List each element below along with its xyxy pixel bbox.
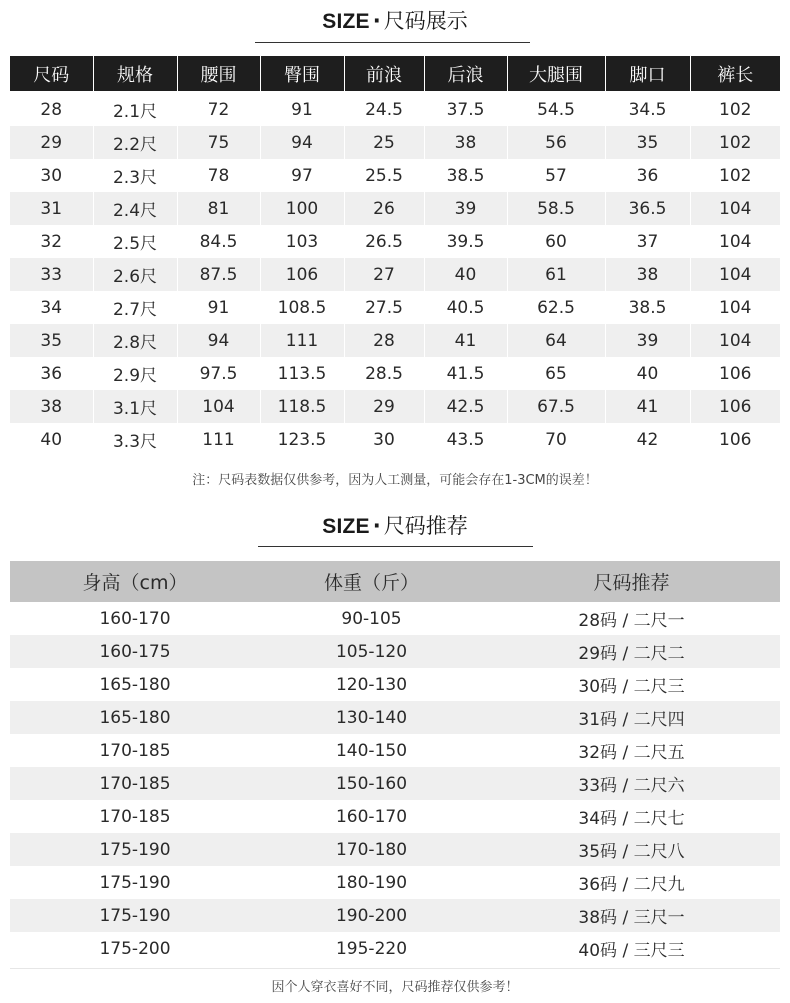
size-chart-header-cell: 大腿围 — [507, 56, 605, 91]
size-chart-cell: 94 — [177, 324, 260, 357]
recommend-divider — [10, 968, 780, 969]
recommend-cell: 180-190 — [260, 866, 483, 899]
size-chart-cell: 40 — [424, 258, 507, 291]
size-chart-cell: 43.5 — [424, 423, 507, 456]
recommend-cell: 33码 / 二尺六 — [483, 767, 780, 800]
recommend-title-cn: 尺码推荐 — [383, 514, 468, 538]
size-chart-cell: 39 — [424, 192, 507, 225]
size-chart-cell: 42 — [605, 423, 690, 456]
recommend-row — [10, 767, 780, 800]
size-chart-cell: 32 — [10, 225, 93, 258]
size-chart-title — [0, 8, 790, 35]
size-chart-cell: 111 — [177, 423, 260, 456]
size-chart-cell: 62.5 — [507, 291, 605, 324]
recommend-note: 因个人穿衣喜好不同，尺码推荐仅供参考！ — [271, 980, 519, 995]
size-chart-cell: 29 — [344, 390, 424, 423]
size-chart-title-en: SIZE — [322, 10, 370, 33]
size-chart-cell: 2.1尺 — [93, 91, 177, 126]
recommend-cell: 28码 / 二尺一 — [483, 602, 780, 635]
size-chart-cell: 2.8尺 — [93, 324, 177, 357]
size-chart-cell: 40 — [605, 357, 690, 390]
size-chart-cell: 28.5 — [344, 357, 424, 390]
size-chart-cell: 2.4尺 — [93, 192, 177, 225]
size-chart-cell: 27.5 — [344, 291, 424, 324]
recommend-cell: 170-185 — [10, 767, 260, 800]
recommend-cell: 160-170 — [260, 800, 483, 833]
size-chart-cell: 106 — [260, 258, 344, 291]
recommend-cell: 175-190 — [10, 899, 260, 932]
size-chart-cell: 34.5 — [605, 91, 690, 126]
size-chart-cell: 106 — [690, 423, 780, 456]
size-chart-cell: 84.5 — [177, 225, 260, 258]
size-chart-cell: 37 — [605, 225, 690, 258]
recommend-cell: 35码 / 二尺八 — [483, 833, 780, 866]
size-chart-cell: 25.5 — [344, 159, 424, 192]
size-chart-cell: 64 — [507, 324, 605, 357]
size-chart-cell: 91 — [177, 291, 260, 324]
size-chart-cell: 97 — [260, 159, 344, 192]
recommend-cell: 175-190 — [10, 833, 260, 866]
size-chart-table — [10, 56, 780, 456]
size-chart-cell: 123.5 — [260, 423, 344, 456]
recommend-title-sep: · — [372, 514, 381, 538]
recommend-cell: 105-120 — [260, 635, 483, 668]
size-chart-title-cn: 尺码展示 — [383, 9, 468, 33]
size-chart-row — [10, 291, 780, 324]
recommend-table — [10, 561, 780, 965]
size-chart-cell: 102 — [690, 159, 780, 192]
size-chart-row — [10, 225, 780, 258]
recommend-cell: 140-150 — [260, 734, 483, 767]
size-chart-cell: 2.9尺 — [93, 357, 177, 390]
size-chart-header-cell: 腰围 — [177, 56, 260, 91]
size-chart-cell: 25 — [344, 126, 424, 159]
size-chart-cell: 60 — [507, 225, 605, 258]
recommend-cell: 90-105 — [260, 602, 483, 635]
size-chart-cell: 65 — [507, 357, 605, 390]
size-chart-row — [10, 91, 780, 126]
size-chart-cell: 42.5 — [424, 390, 507, 423]
recommend-cell: 160-170 — [10, 602, 260, 635]
size-chart-cell: 41 — [605, 390, 690, 423]
recommend-row — [10, 602, 780, 635]
recommend-cell: 175-190 — [10, 866, 260, 899]
recommend-header-cell: 体重（斤） — [260, 561, 483, 602]
recommend-cell: 160-175 — [10, 635, 260, 668]
size-chart-cell: 104 — [690, 192, 780, 225]
recommend-cell: 34码 / 二尺七 — [483, 800, 780, 833]
size-chart-row — [10, 159, 780, 192]
recommend-row — [10, 701, 780, 734]
size-chart-header-cell: 臀围 — [260, 56, 344, 91]
size-chart-cell: 81 — [177, 192, 260, 225]
recommend-cell: 190-200 — [260, 899, 483, 932]
size-chart-cell: 97.5 — [177, 357, 260, 390]
size-chart-cell: 29 — [10, 126, 93, 159]
size-chart-cell: 39 — [605, 324, 690, 357]
size-chart-cell: 104 — [177, 390, 260, 423]
size-chart-cell: 30 — [344, 423, 424, 456]
size-chart-cell: 2.6尺 — [93, 258, 177, 291]
size-chart-title-underline — [255, 42, 530, 43]
size-chart-cell: 28 — [10, 91, 93, 126]
size-chart-cell: 72 — [177, 91, 260, 126]
size-chart-cell: 40.5 — [424, 291, 507, 324]
size-chart-cell: 41.5 — [424, 357, 507, 390]
recommend-cell: 130-140 — [260, 701, 483, 734]
size-chart-cell: 39.5 — [424, 225, 507, 258]
size-chart-row — [10, 192, 780, 225]
size-chart-cell: 111 — [260, 324, 344, 357]
recommend-header-row — [10, 561, 780, 602]
size-chart-cell: 36 — [10, 357, 93, 390]
size-chart-cell: 87.5 — [177, 258, 260, 291]
recommend-header-cell: 身高（cm） — [10, 561, 260, 602]
recommend-cell: 30码 / 二尺三 — [483, 668, 780, 701]
size-chart-cell: 104 — [690, 225, 780, 258]
size-chart-cell: 108.5 — [260, 291, 344, 324]
size-chart-cell: 41 — [424, 324, 507, 357]
size-chart-cell: 56 — [507, 126, 605, 159]
size-chart-cell: 38.5 — [424, 159, 507, 192]
recommend-title-en: SIZE — [322, 515, 370, 538]
size-chart-cell: 113.5 — [260, 357, 344, 390]
recommend-row — [10, 635, 780, 668]
size-chart-cell: 102 — [690, 91, 780, 126]
size-chart-header-row — [10, 56, 780, 91]
size-chart-cell: 36.5 — [605, 192, 690, 225]
recommend-row — [10, 668, 780, 701]
recommend-cell: 170-185 — [10, 800, 260, 833]
size-chart-header-cell: 后浪 — [424, 56, 507, 91]
size-chart-cell: 2.2尺 — [93, 126, 177, 159]
recommend-header-cell: 尺码推荐 — [483, 561, 780, 602]
recommend-row — [10, 833, 780, 866]
size-chart-cell: 37.5 — [424, 91, 507, 126]
size-chart-cell: 35 — [10, 324, 93, 357]
size-chart-row — [10, 390, 780, 423]
recommend-cell: 40码 / 三尺三 — [483, 932, 780, 965]
size-chart-cell: 75 — [177, 126, 260, 159]
size-chart-header-cell: 前浪 — [344, 56, 424, 91]
size-chart-row — [10, 258, 780, 291]
size-chart-row — [10, 423, 780, 456]
size-chart-cell: 34 — [10, 291, 93, 324]
recommend-cell: 120-130 — [260, 668, 483, 701]
size-chart-cell: 38.5 — [605, 291, 690, 324]
size-chart-cell: 104 — [690, 258, 780, 291]
recommend-cell: 31码 / 二尺四 — [483, 701, 780, 734]
size-chart-cell: 58.5 — [507, 192, 605, 225]
recommend-cell: 170-180 — [260, 833, 483, 866]
size-chart-header-cell: 规格 — [93, 56, 177, 91]
recommend-cell: 165-180 — [10, 668, 260, 701]
recommend-title-underline — [258, 546, 533, 547]
size-chart-cell: 104 — [690, 324, 780, 357]
recommend-cell: 32码 / 二尺五 — [483, 734, 780, 767]
size-chart-cell: 33 — [10, 258, 93, 291]
size-chart-note: 注：尺码表数据仅供参考，因为人工测量，可能会存在1-3CM的误差！ — [192, 473, 598, 488]
recommend-cell: 165-180 — [10, 701, 260, 734]
size-chart-cell: 2.3尺 — [93, 159, 177, 192]
size-chart-cell: 102 — [690, 126, 780, 159]
size-chart-cell: 3.3尺 — [93, 423, 177, 456]
recommend-row — [10, 932, 780, 965]
size-chart-header-cell: 尺码 — [10, 56, 93, 91]
recommend-cell: 170-185 — [10, 734, 260, 767]
size-chart-cell: 94 — [260, 126, 344, 159]
size-chart-cell: 106 — [690, 357, 780, 390]
recommend-cell: 195-220 — [260, 932, 483, 965]
recommend-row — [10, 800, 780, 833]
size-chart-cell: 38 — [424, 126, 507, 159]
size-chart-header-cell: 脚口 — [605, 56, 690, 91]
size-chart-cell: 38 — [605, 258, 690, 291]
recommend-cell: 150-160 — [260, 767, 483, 800]
size-chart-row — [10, 357, 780, 390]
size-chart-cell: 54.5 — [507, 91, 605, 126]
size-chart-cell: 91 — [260, 91, 344, 126]
recommend-row — [10, 899, 780, 932]
size-chart-cell: 2.7尺 — [93, 291, 177, 324]
size-chart-cell: 30 — [10, 159, 93, 192]
size-chart-cell: 28 — [344, 324, 424, 357]
size-chart-cell: 106 — [690, 390, 780, 423]
size-chart-cell: 24.5 — [344, 91, 424, 126]
size-chart-cell: 38 — [10, 390, 93, 423]
size-chart-header-cell: 裤长 — [690, 56, 780, 91]
size-chart-cell: 2.5尺 — [93, 225, 177, 258]
size-chart-cell: 36 — [605, 159, 690, 192]
size-chart-row — [10, 324, 780, 357]
recommend-cell: 175-200 — [10, 932, 260, 965]
size-chart-cell: 31 — [10, 192, 93, 225]
size-chart-cell: 57 — [507, 159, 605, 192]
size-chart-cell: 78 — [177, 159, 260, 192]
recommend-row — [10, 734, 780, 767]
size-chart-cell: 118.5 — [260, 390, 344, 423]
size-chart-cell: 3.1尺 — [93, 390, 177, 423]
recommend-cell: 29码 / 二尺二 — [483, 635, 780, 668]
size-chart-cell: 26.5 — [344, 225, 424, 258]
size-chart-cell: 27 — [344, 258, 424, 291]
size-chart-cell: 40 — [10, 423, 93, 456]
size-chart-title-sep: · — [372, 9, 381, 33]
recommend-cell: 36码 / 二尺九 — [483, 866, 780, 899]
size-chart-cell: 61 — [507, 258, 605, 291]
size-chart-cell: 104 — [690, 291, 780, 324]
size-chart-row — [10, 126, 780, 159]
recommend-title — [0, 513, 790, 540]
size-chart-cell: 103 — [260, 225, 344, 258]
size-chart-cell: 67.5 — [507, 390, 605, 423]
size-chart-cell: 100 — [260, 192, 344, 225]
size-chart-cell: 70 — [507, 423, 605, 456]
recommend-row — [10, 866, 780, 899]
size-chart-cell: 35 — [605, 126, 690, 159]
recommend-cell: 38码 / 三尺一 — [483, 899, 780, 932]
size-chart-cell: 26 — [344, 192, 424, 225]
